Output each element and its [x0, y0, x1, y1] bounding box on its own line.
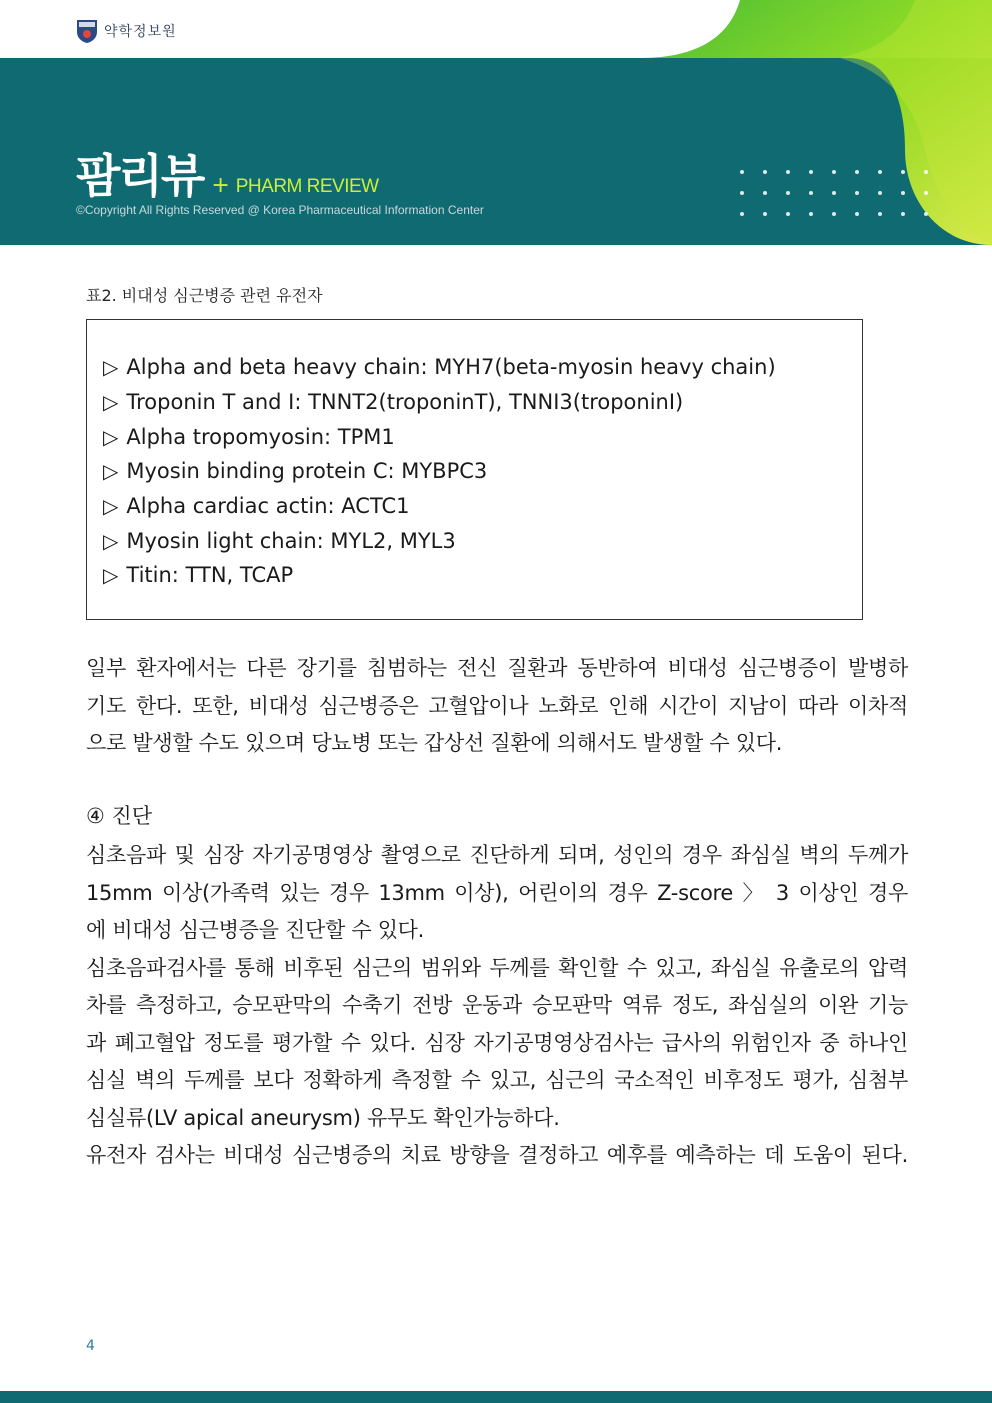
list-item [103, 558, 776, 593]
paragraph-line: 과 폐고혈압 정도를 평가할 수 있다. 심장 자기공명영상검사는 급사의 위험인자 중 하나인 [86, 1030, 908, 1055]
paragraph-line: 차를 측정하고, 승모판막의 수축기 전방 운동과 승모판막 역류 정도, 좌심실의 이완 기능 [86, 993, 908, 1017]
copyright-notice: ©Copyright All Rights Reserved @ Korea Pharmaceutical Information Center [76, 203, 484, 217]
brand-subtitle: PHARM REVIEW [235, 176, 379, 197]
gene-table-box [86, 319, 863, 620]
gene-item-text: Titin: TTN, TCAP [126, 563, 294, 588]
triangle-bullet-icon: ▷ [103, 424, 119, 449]
footer-bar [0, 1391, 992, 1403]
list-item [103, 523, 776, 558]
table-caption: 표2. 비대성 심근병증 관련 유전자 [86, 286, 323, 305]
paragraph-line: 15mm 이상(가족력 있는 경우 13mm 이상), 어린이의 경우 Z-score 〉 3 이상인 경우 [86, 880, 908, 905]
paragraph-line: 심초음파검사를 통해 비후된 심근의 범위와 두께를 확인할 수 있고, 좌심실 유출로의 압력 [86, 955, 908, 980]
gene-list [103, 350, 776, 593]
triangle-bullet-icon: ▷ [103, 528, 119, 553]
paragraph-line: 에 비대성 심근병증을 진단할 수 있다. [86, 918, 425, 942]
list-item [103, 385, 776, 420]
gene-item-text: Alpha tropomyosin: TPM1 [126, 424, 395, 449]
paragraph-secondary-causes [86, 650, 908, 763]
section-title: ④ 진단 [86, 804, 153, 828]
paragraph-line: 심실류(LV apical aneurysm) 유무도 확인가능하다. [86, 1105, 560, 1130]
paragraph-line: 으로 발생할 수도 있으며 당뇨병 또는 갑상선 질환에 의해서도 발생할 수 있다. [86, 731, 783, 755]
paragraph-line: 심실 벽의 두께를 보다 정확하게 측정할 수 있고, 심근의 국소적인 비후정도 평가, 심첨부 [86, 1068, 908, 1092]
brand-plus: + [211, 173, 230, 198]
gene-item-text: Troponin T and I: TNNT2(troponinT), TNNI3(troponinI) [126, 390, 684, 415]
list-item [103, 489, 776, 524]
paragraph-line: 기도 한다. 또한, 비대성 심근병증은 고혈압이나 노화로 인해 시간이 지남이 따라 이차적 [86, 693, 908, 718]
gene-item-text: Alpha and beta heavy chain: MYH7(beta-myosin heavy chain) [126, 355, 776, 380]
paragraph-diagnosis [86, 837, 908, 1175]
list-item [103, 350, 776, 385]
org-logo [76, 18, 177, 44]
brand [76, 140, 379, 206]
gene-item-text: Alpha cardiac actin: ACTC1 [126, 494, 410, 519]
triangle-bullet-icon: ▷ [103, 355, 119, 380]
brand-title: 팜리뷰 [76, 149, 204, 203]
shield-emblem-icon [76, 18, 98, 44]
triangle-bullet-icon: ▷ [103, 494, 119, 519]
page-number: 4 [86, 1338, 95, 1354]
paragraph-line: 유전자 검사는 비대성 심근병증의 치료 방향을 결정하고 예후를 예측하는 데 도움이 된다. [86, 1143, 908, 1167]
triangle-bullet-icon: ▷ [103, 563, 119, 588]
list-item [103, 454, 776, 489]
list-item [103, 419, 776, 454]
gene-item-text: Myosin binding protein C: MYBPC3 [126, 459, 488, 484]
org-name: 약학정보원 [104, 24, 177, 40]
gene-item-text: Myosin light chain: MYL2, MYL3 [126, 528, 456, 553]
triangle-bullet-icon: ▷ [103, 390, 119, 415]
paragraph-line: 심초음파 및 심장 자기공명영상 촬영으로 진단하게 되며, 성인의 경우 좌심실 벽의 두께가 [86, 843, 908, 867]
triangle-bullet-icon: ▷ [103, 459, 119, 484]
paragraph-line: 일부 환자에서는 다른 장기를 침범하는 전신 질환과 동반하여 비대성 심근병증이 발병하 [86, 656, 908, 680]
